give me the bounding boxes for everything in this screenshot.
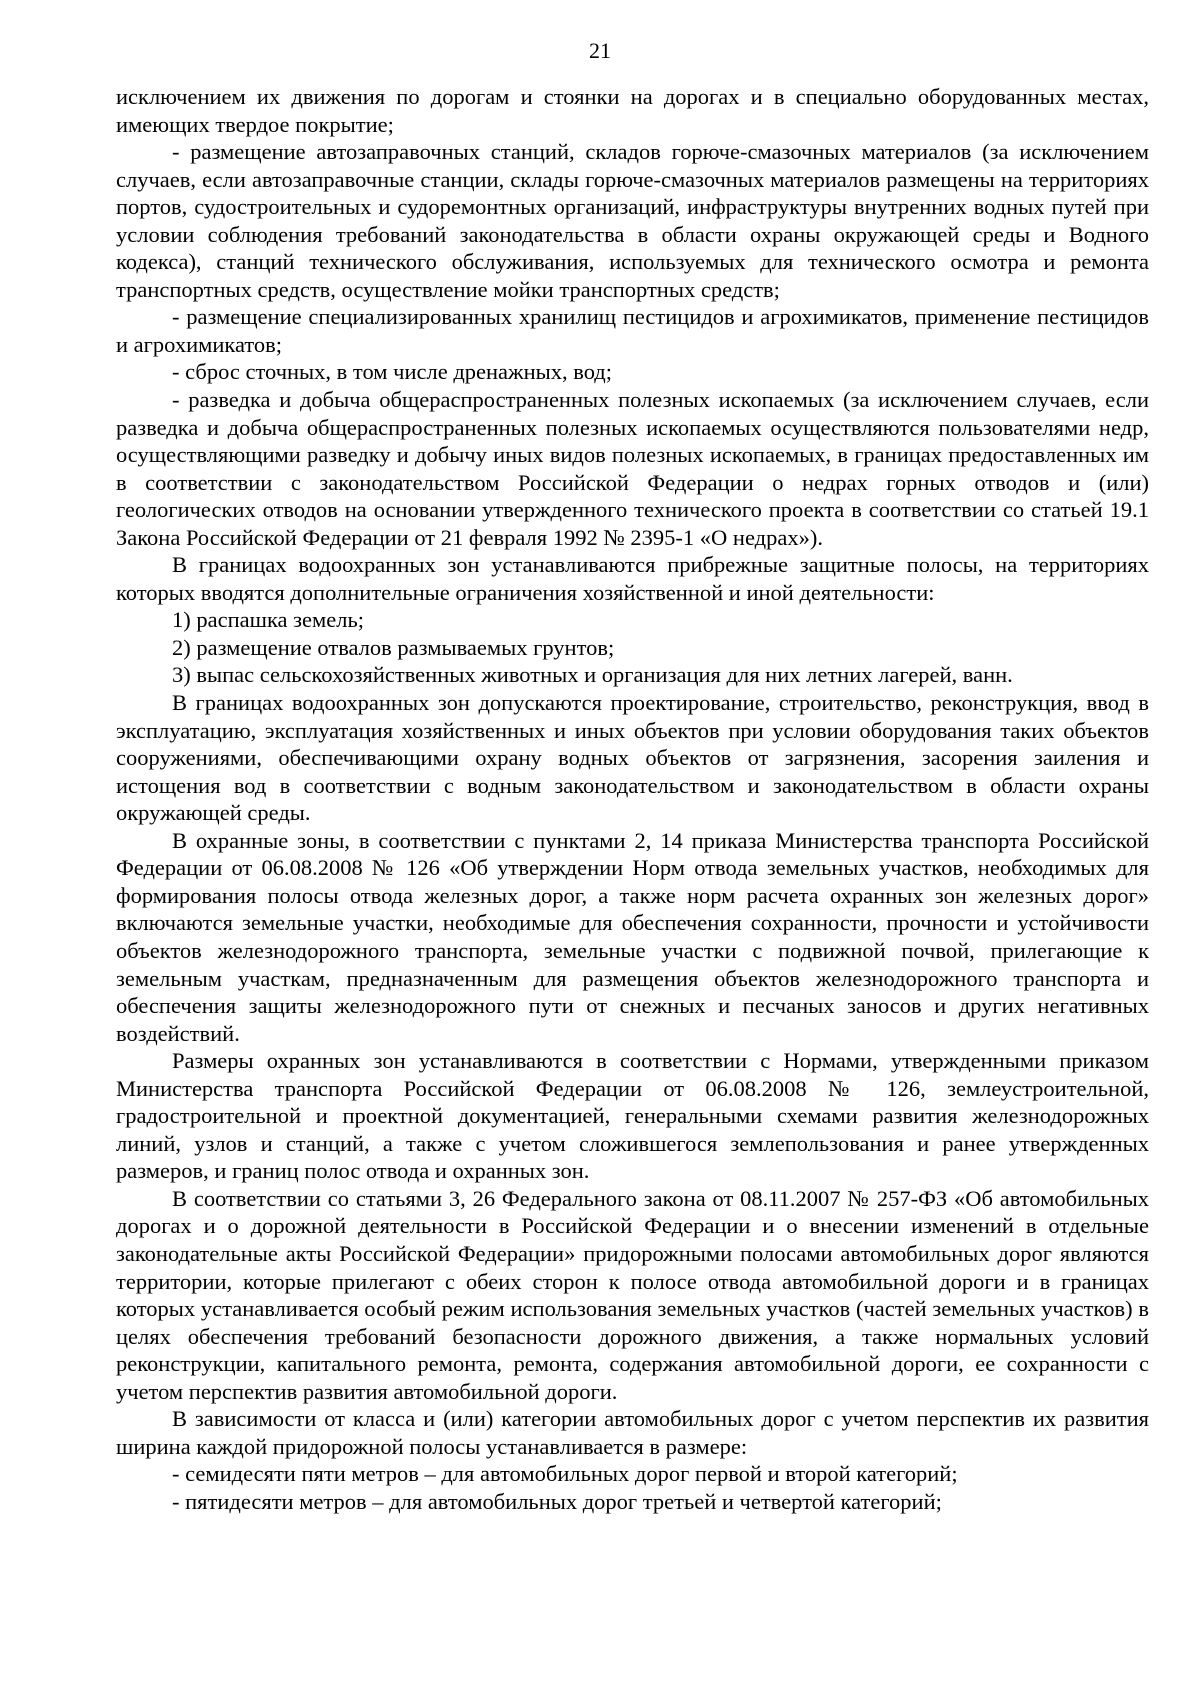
list-item-wastewater: - сброс сточных, в том числе дренажных, вод; (172, 359, 613, 385)
list-item-mineral-extraction: - разведка и добыча общераспространенных полезных ископаемых (за исключением случаев, если разведка и добыча общераспространенных полезных ископаемых осуществляются пользователями недр, осуществляющими разведку и добычу иных видов полезных ископаемых, в границах предоставленных им в соответствии с законодательством Российской Федерации о недрах горных отводов и (или) геологических отводов на основании утвержденного технического проекта в соответствии со статьей 19.1 Закона Российской Федерации от 21 февраля 1992 № 2395-1 «О недрах»). (116, 387, 1149, 550)
list-item-75-meters: - семидесяти пяти метров – для автомобильных дорог первой и второй категорий; (172, 1461, 958, 1487)
list-item-fuel-stations: - размещение автозаправочных станций, складов горюче-смазочных материалов (за исключением случаев, если автозаправочные станции, склады горюче-смазочных материалов размещены на территориях портов, судостроительных и судоремонтных организаций, инфраструктуры внутренних водных путей при условии соблюдения требований законодательства в области охраны окружающей среды и Водного кодекса), станций технического обслуживания, используемых для технического осмотра и ремонта транспортных средств, осуществление мойки транспортных средств; (116, 139, 1149, 302)
numbered-item-3: 3) выпас сельскохозяйственных животных и организация для них летних лагерей, ванн. (172, 662, 1013, 688)
paragraph-strip-width: В зависимости от класса и (или) категории автомобильных дорог с учетом перспектив их развития ширина каждой придорожной полосы устанавливается в размере: (116, 1406, 1149, 1459)
document-body (116, 83, 1149, 1515)
numbered-item-2: 2) размещение отвалов размываемых грунтов; (172, 634, 615, 660)
paragraph-protective-strips: В границах водоохранных зон устанавливаются прибрежные защитные полосы, на территориях которых вводятся дополнительные ограничения хозяйственной и иной деятельности: (116, 552, 1149, 605)
list-item-50-meters: - пятидесяти метров – для автомобильных дорог третьей и четвертой категорий; (172, 1488, 942, 1514)
paragraph-railway-protection-zones: В охранные зоны, в соответствии с пунктами 2, 14 приказа Министерства транспорта Российской Федерации от 06.08.2008 № 126 «Об утверждении Норм отвода земельных участков, необходимых для формирования полосы отвода железных дорог, а также норм расчета охранных зон железных дорог» включаются земельные участки, необходимые для обеспечения сохранности, прочности и устойчивости объектов железнодорожного транспорта, земельные участки с подвижной почвой, прилегающие к земельным участкам, предназначенным для размещения объектов железнодорожного транспорта и обеспечения защиты железнодорожного пути от снежных и песчаных заносов и других негативных воздействий. (116, 827, 1149, 1046)
paragraph-zone-sizes: Размеры охранных зон устанавливаются в соответствии с Нормами, утвержденными приказом Министерства транспорта Российской Федерации от 06.08.2008 № 126, землеустроительной, градостроительной и проектной документацией, генеральными схемами развития железнодорожных линий, узлов и станций, а также с учетом сложившегося землепользования и ранее утвержденных размеров, и границ полос отвода и охранных зон. (116, 1048, 1149, 1184)
page-number: 21 (589, 38, 611, 63)
paragraph-permitted-construction: В границах водоохранных зон допускаются проектирование, строительство, реконструкция, ввод в эксплуатацию, эксплуатация хозяйственных и иных объектов при условии оборудования таких объектов сооружениями, обеспечивающими охрану водных объектов от загрязнения, засорения заиления и истощения вод в соответствии с водным законодательством и законодательством в области охраны окружающей среды. (116, 690, 1149, 826)
paragraph-continuation: исключением их движения по дорогам и стоянки на дорогах и в специально оборудованных местах, имеющих твердое покрытие; (116, 84, 1149, 137)
list-item-pesticide-storage: - размещение специализированных хранилищ пестицидов и агрохимикатов, применение пестицидов и агрохимикатов; (116, 304, 1149, 357)
paragraph-roadside-strips: В соответствии со статьями 3, 26 Федерального закона от 08.11.2007 № 257-ФЗ «Об автомобильных дорогах и о дорожной деятельности в Российской Федерации и о внесении изменений в отдельные законодательные акты Российской Федерации» придорожными полосами автомобильных дорог являются территории, которые прилегают с обеих сторон к полосе отвода автомобильной дороги и в границах которых устанавливается особый режим использования земельных участков (частей земельных участков) в целях обеспечения требований безопасности дорожного движения, а также нормальных условий реконструкции, капитального ремонта, ремонта, содержания автомобильной дороги, ее сохранности с учетом перспектив развития автомобильной дороги. (116, 1185, 1149, 1404)
numbered-item-1: 1) распашка земель; (172, 607, 364, 633)
